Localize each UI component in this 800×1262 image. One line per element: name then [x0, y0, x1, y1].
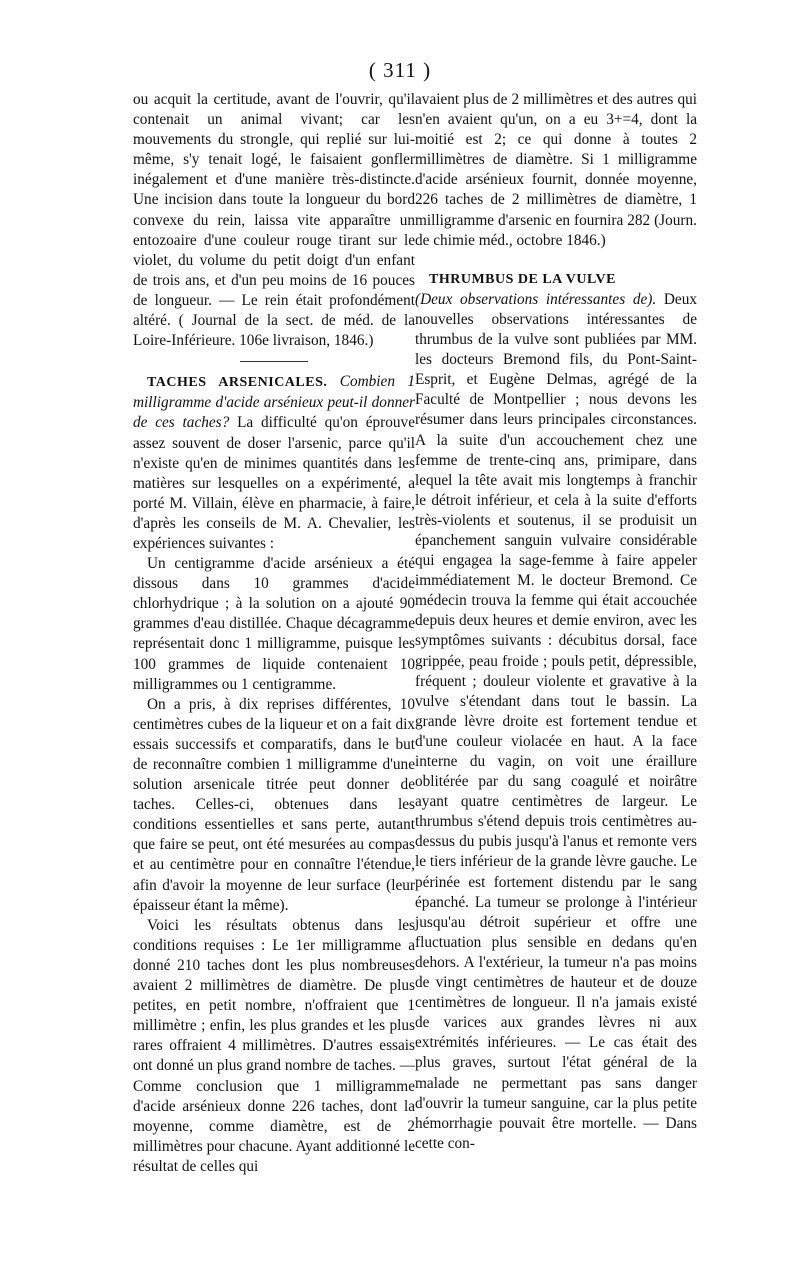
page-number: ( 311 ) — [368, 58, 432, 82]
left-column — [133, 90, 415, 1177]
paragraph-taches-intro — [133, 372, 415, 554]
paragraph-dix-reprises: On a pris, à dix reprises différentes, 10 centimètres cubes de la liqueur et on a fait dix essais successifs et comparatifs, dans le but de reconnaître combien 1 milligramme d'une solution arsenicale titrée peut donner de taches. Celles-ci, obtenues dans les conditions essentielles et sans perte, autant que faire se peut, ont été mesurées au compas et au centimètre pour en connaître l'étendue, afin d'avoir la moyenne de leur surface (leur épaisseur étant la même). — [133, 695, 415, 914]
section-divider — [240, 361, 308, 362]
paragraph-resultats: Voici les résultats obtenus dans les conditions requises : Le 1er milligramme a donné 210 taches dont les plus nombreuses avaient 2 millimètres de diamètre. De plus petites, en petit nombre, n'offraient que 1 millimètre ; enfin, les plus grandes et les plus rares offraient 4 millimètres. D'autres essais ont donné un plus grand nombre de taches. — Comme conclusion que 1 milligramme d'acide arsénieux donne 226 taches, dont la moyenne, comme diamètre, est de 2 millimètres pour chacune. Ayant additionné le résultat de celles qui — [133, 916, 415, 1175]
section-heading-thrumbus: THRUMBUS DE LA VULVE — [429, 271, 616, 287]
section-subtitle-thrumbus: (Deux observations intéressantes de). — [415, 290, 657, 308]
section-subtitle-taches: Combien 1 milligramme d'acide arsénieux peut-il donner de ces taches? — [133, 373, 415, 432]
paragraph-centigramme: Un centigramme d'acide arsénieux a été dissous dans 10 grammes d'acide chlorhydrique ; à la solution on a ajouté 90 grammes d'eau distillée. Chaque décagramme représentait donc 1 milligramme, puisque les 100 grammes de liquide contenaient 10 milligrammes ou 1 centigramme. — [133, 555, 415, 693]
right-column — [415, 90, 697, 1154]
paragraph-strongle-case: ou acquit la certitude, avant de l'ouvrir, qu'il contenait un animal vivant; car les mouvements du strongle, qui replié sur lui-même, s'y tenait logé, le faisaient gonfler inégalement et d'une manière très-distincte. Une incision dans toute la longueur du bord convexe du rein, laissa vite apparaître un entozoaire d'une couleur rouge tirant sur le violet, du volume du petit doigt d'un enfant de trois ans, et d'un peu moins de 16 pouces de longueur. — Le rein était profondément altéré. ( Journal de la sect. de méd. de la Loire-Inférieure. 106e livraison, 1846.) — [133, 91, 415, 350]
paragraph-taches-intro-text: La difficulté qu'on éprouve assez souvent de doser l'arsenic, parce qu'il n'existe qu'en de minimes quantités dans les matières sur lesquelles on a expérimenté, a porté M. Villain, élève en pharmacie, à faire, d'après les conseils de M. A. Chevalier, les expériences suivantes : — [133, 414, 415, 552]
paragraph-thrumbus-text: Deux nouvelles observations intéressantes de thrumbus de la vulve sont publiées par MM. les docteurs Bremond fils, du Pont-Saint-Esprit, et Eugène Delmas, agrégé de la Faculté de Montpellier ; nous devons les résumer dans leurs principales circonstances. A la suite d'un accouchement chez une femme de trente-cinq ans, primipare, dans lequel la tête avait mis longtemps à franchir le détroit inférieur, et cela à la suite d'efforts très-violents et soutenus, il se produisit un épanchement sanguin vulvaire considérable qui engagea la sage-femme à faire appeler immédiatement M. le docteur Bremond. Ce médecin trouva la femme qui était accouchée depuis deux heures et demie environ, avec les symptômes suivants : décubitus dorsal, face grippée, peau froide ; pouls petit, dépressible, fréquent ; douleur violente et gravative à la vulve s'étendant dans tout le bassin. La grande lèvre droite est fortement tendue et d'une couleur violacée en haut. A la face interne du vagin, on voit une éraillure oblitérée par du sang coagulé et noirâtre ayant quatre centimètres de largeur. Le thrumbus s'étend depuis trois centimètres au-dessus du pubis jusqu'à l'anus et remonte vers le tiers inférieur de la grande lèvre gauche. Le périnée est fortement distendu par le sang épanché. La tumeur se prolonge à l'intérieur jusqu'au détroit supérieur et offre une fluctuation plus sensible en dedans qu'en dehors. A l'extérieur, la tumeur n'a pas moins de vingt centimètres de hauteur et de douze centimètres de longueur. Il n'a jamais existé de varices aux grandes lèvres ni aux extrémités inférieures. — Le cas était des plus graves, surtout l'état général de la malade ne permettant pas sans danger d'ouvrir la tumeur sanguine, car la plus petite hémorrhagie pouvait être mortelle. — Dans cette con- — [415, 290, 698, 1152]
paragraph-thrumbus-intro — [415, 269, 697, 1154]
section-spacer — [415, 251, 697, 269]
section-heading-taches-arsenicales: TACHES ARSENICALES. — [147, 375, 328, 391]
paragraph-taches-conclusion: avaient plus de 2 millimètres et des autres qui n'en avaient qu'un, on a eu 3+=4, dont la moitié est 2; ce qui donne à toutes 2 millimètres de diamètre. Si 1 milligramme d'acide arsénieux fournit, donnée moyenne, 226 taches de 2 millimètres de diamètre, 1 milligramme d'arsenic en fournira 282 (Journ. de chimie méd., octobre 1846.) — [415, 91, 697, 249]
